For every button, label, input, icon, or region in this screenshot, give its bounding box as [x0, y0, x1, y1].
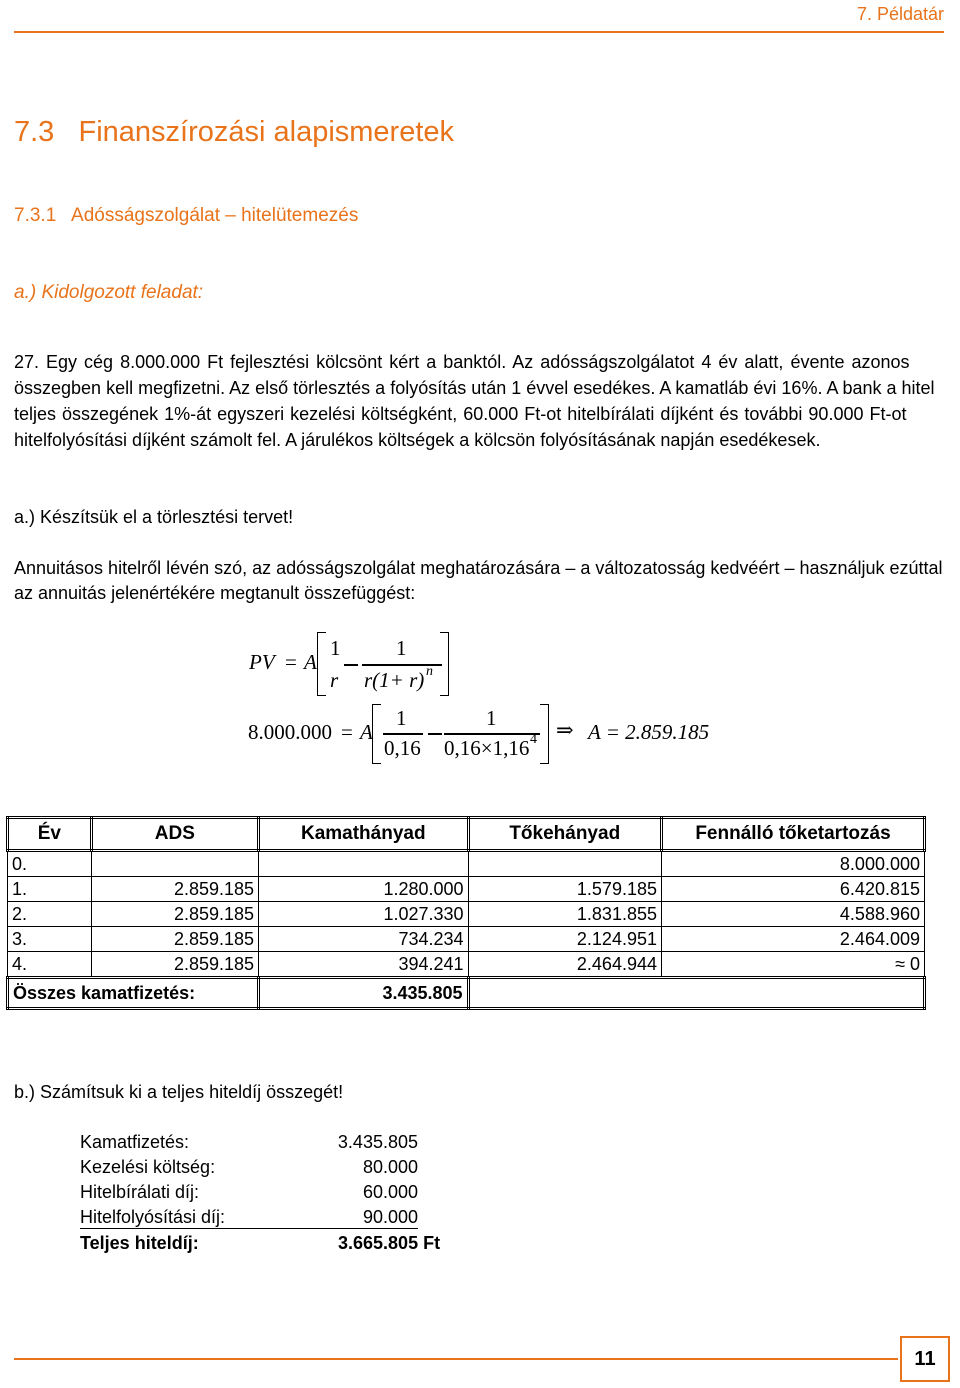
bracket2-left: [372, 704, 381, 764]
cost-label: Kamatfizetés:: [80, 1132, 190, 1152]
cell-interest: 1.027.330: [259, 902, 468, 927]
bracket-left: [317, 632, 326, 696]
cell-interest: 394.241: [259, 952, 468, 978]
cost-value: 80.000: [362, 1157, 418, 1177]
total-interest-label: Összes kamatfizetés:: [8, 978, 259, 1009]
cell-year: 4.: [8, 952, 92, 978]
page-number: 11: [900, 1336, 950, 1382]
header-interest: Kamathányad: [259, 818, 468, 851]
formula2-a: A: [360, 720, 373, 744]
formula2-num-1: 1: [396, 706, 407, 730]
problem-line-2: összegben kell megfizetni. Az első törlesztés a folyósítás után 1 évvel esedékes. A kamatláb évi 16%. A bank a hitel: [14, 378, 935, 398]
cell-outstanding: ≈ 0: [661, 952, 924, 978]
cell-outstanding: 2.464.009: [661, 927, 924, 952]
footer-rule: [14, 1358, 898, 1360]
numerator-1: 1: [330, 636, 341, 660]
cell-outstanding: 8.000.000: [661, 851, 924, 877]
header-rule: [14, 31, 944, 33]
denominator-r: r: [330, 668, 339, 692]
cost-value: 60.000: [362, 1182, 418, 1202]
formula2-den-1: 0,16: [384, 736, 421, 760]
cell-ads: 2.859.185: [91, 877, 258, 902]
exercise-heading: a.) Kidolgozott feladat:: [14, 282, 204, 303]
amortization-table: [6, 816, 926, 1028]
implies-arrow: ⇒: [556, 718, 574, 742]
table-row: [8, 902, 925, 927]
annuity-formula: [0, 620, 960, 700]
table-row: [8, 851, 925, 877]
problem-line-4: hitelfolyósítási díjként számolt fel. A járulékos költségek a kölcsön folyósításának napján esedékesek.: [14, 430, 821, 450]
subsection-title: 7.3.1 Adósságszolgálat – hitelütemezés: [14, 205, 359, 226]
cost-value: 3.435.805: [337, 1132, 418, 1152]
cell-interest: 1.280.000: [259, 877, 468, 902]
table-row: [8, 927, 925, 952]
cell-interest: 734.234: [259, 927, 468, 952]
cell-principal: 1.831.855: [468, 902, 661, 927]
header-principal: Tőkehányad: [468, 818, 661, 851]
header-outstanding: Fennálló tőketartozás: [661, 818, 924, 851]
formula2-num-2: 1: [486, 706, 497, 730]
table-row: [8, 877, 925, 902]
table-total-row: [8, 978, 925, 1009]
formula2-eq: =: [341, 720, 353, 744]
total-interest-value: 3.435.805: [259, 978, 468, 1009]
formula2-result: A = 2.859.185: [588, 720, 710, 744]
formula2-bar-1: [383, 733, 423, 735]
formula-eq: =: [285, 650, 297, 674]
cell-ads: [91, 851, 258, 877]
formula-pv: PV: [249, 650, 275, 674]
computed-formula: [0, 700, 960, 770]
cell-ads: 2.859.185: [91, 902, 258, 927]
cell-ads: 2.859.185: [91, 952, 258, 978]
formula2-bar-2: [444, 733, 540, 735]
formula2-den-2: 0,16×1,16: [444, 736, 530, 760]
task-a-question: a.) Készítsük el a törlesztési tervet!: [14, 507, 294, 527]
section-title: 7.3 Finanszírozási alapismeretek: [14, 116, 455, 148]
problem-line-3: teljes összegének 1%-át egyszeri kezelési költségként, 60.000 Ft-ot hitelbírálati díjként és további 90.000 Ft-ot: [14, 404, 907, 424]
numerator-2: 1: [396, 636, 407, 660]
cell-year: 3.: [8, 927, 92, 952]
cell-ads: 2.859.185: [91, 927, 258, 952]
cell-principal: [468, 851, 661, 877]
cell-outstanding: 4.588.960: [661, 902, 924, 927]
cell-principal: 2.124.951: [468, 927, 661, 952]
minus-sign: [344, 664, 358, 666]
total-cost-value: 3.665.805 Ft: [338, 1233, 441, 1253]
cell-principal: 2.464.944: [468, 952, 661, 978]
bracket-right: [440, 632, 449, 696]
total-row-empty: [468, 978, 924, 1009]
total-cost-label: Teljes hiteldíj:: [80, 1233, 199, 1253]
cell-year: 1.: [8, 877, 92, 902]
table-header-row: [8, 818, 925, 851]
bracket2-right: [540, 704, 549, 764]
cost-label: Hitelbírálati díj:: [80, 1182, 200, 1202]
formula2-minus: [428, 733, 442, 735]
explanation-line-1: Annuitásos hitelről lévén szó, az adósságszolgálat meghatározására – a változatosság kedvéért – használjuk ezúttal: [14, 558, 943, 578]
explanation-line-2: az annuitás jelenértékére megtanult összefüggést:: [14, 583, 416, 603]
denominator-2: r(1+ r): [364, 668, 425, 692]
cost-value: 90.000: [362, 1207, 418, 1227]
exponent-n: n: [426, 664, 433, 679]
cell-outstanding: 6.420.815: [661, 877, 924, 902]
header-ads: ADS: [91, 818, 258, 851]
chapter-header: 7. Példatár: [856, 4, 944, 24]
header-year: Év: [8, 818, 92, 851]
cell-principal: 1.579.185: [468, 877, 661, 902]
cell-year: 0.: [8, 851, 92, 877]
cost-label: Hitelfolyósítási díj:: [80, 1207, 418, 1229]
cell-year: 2.: [8, 902, 92, 927]
table-row: [8, 952, 925, 978]
problem-line-1: 27. Egy cég 8.000.000 Ft fejlesztési kölcsönt kért a banktól. Az adósságszolgálatot 4 év alatt, évente azonos: [14, 352, 910, 372]
cell-interest: [259, 851, 468, 877]
formula-a: A: [304, 650, 317, 674]
cost-label: Kezelési költség:: [80, 1157, 216, 1177]
task-b-question: b.) Számítsuk ki a teljes hiteldíj összegét!: [14, 1082, 344, 1102]
formula2-lhs: 8.000.000: [248, 720, 332, 744]
formula2-exponent: 4: [530, 732, 537, 747]
